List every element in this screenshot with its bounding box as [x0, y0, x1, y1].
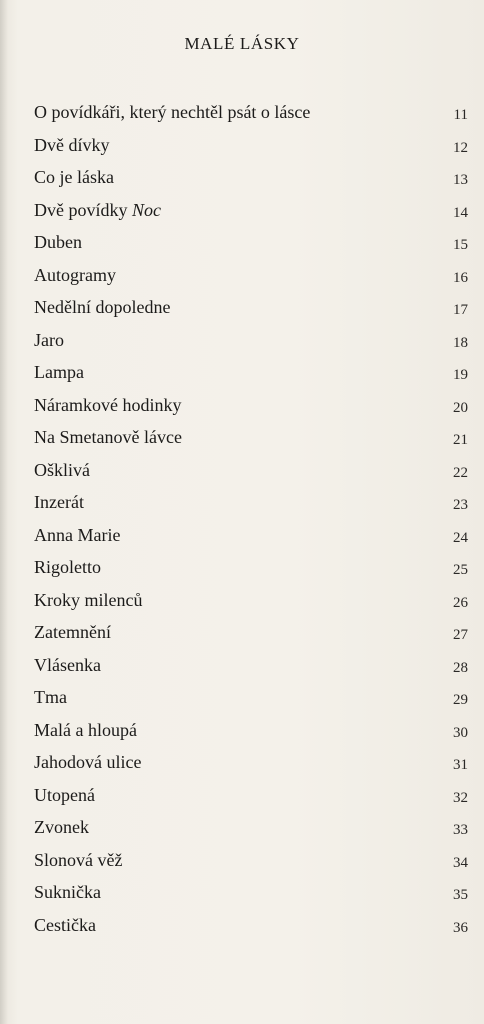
toc-entry-page-number: 23	[453, 497, 468, 513]
toc-entry-page-number: 11	[453, 107, 468, 123]
toc-entry-title-text: Zvonek	[34, 817, 89, 837]
toc-entry-title	[34, 779, 95, 812]
toc-entry-title-italic: Noc	[132, 199, 161, 220]
toc-entry-title-text: Ošklivá	[34, 459, 90, 480]
toc-entry-title-text: Zatemnění	[34, 622, 111, 642]
toc-entry-title-text: Rigoletto	[34, 557, 101, 577]
toc-entry-page-number: 33	[453, 822, 468, 838]
toc-entry	[34, 681, 470, 714]
toc-entry	[34, 421, 470, 454]
toc-entry-title	[34, 356, 84, 389]
toc-entry-title-text: Dvě dívky	[34, 134, 110, 155]
table-of-contents	[34, 96, 470, 941]
toc-entry-title-text: Utopená	[34, 784, 95, 805]
toc-entry-title	[34, 486, 84, 519]
toc-entry	[34, 389, 470, 422]
toc-entry-title	[34, 226, 82, 259]
toc-entry-title-text: Cestička	[34, 914, 96, 935]
toc-entry-title	[34, 616, 111, 649]
toc-entry-title	[34, 714, 137, 747]
toc-entry-title-text: Dvě povídky	[34, 199, 132, 220]
toc-entry-title	[34, 649, 101, 682]
toc-entry	[34, 96, 470, 129]
toc-entry	[34, 584, 470, 617]
toc-entry-page-number: 16	[453, 269, 468, 286]
toc-entry-title-text: Na Smetanově lávce	[34, 427, 182, 447]
toc-entry-title	[34, 746, 141, 779]
toc-entry-title	[34, 584, 142, 617]
toc-entry	[34, 194, 470, 227]
toc-entry-page-number: 28	[453, 659, 468, 676]
toc-entry	[34, 161, 470, 194]
toc-entry-page-number: 30	[453, 724, 468, 741]
toc-entry	[34, 616, 470, 649]
toc-entry	[34, 649, 470, 682]
toc-entry-title-text: Slonová věž	[34, 849, 123, 870]
toc-entry-page-number: 12	[453, 139, 468, 156]
toc-entry-page-number: 29	[453, 692, 468, 708]
toc-entry-title-text: Nedělní dopoledne	[34, 297, 171, 317]
toc-entry-page-number: 21	[453, 432, 468, 448]
toc-entry-title-text: Malá a hloupá	[34, 719, 137, 740]
toc-entry-page-number: 22	[453, 464, 468, 481]
toc-entry-page-number: 19	[453, 367, 468, 383]
toc-entry	[34, 259, 470, 292]
toc-entry-title	[34, 844, 122, 877]
toc-entry-title	[34, 876, 101, 909]
toc-entry-page-number: 27	[453, 627, 468, 643]
toc-entry	[34, 909, 470, 942]
toc-entry-page-number: 26	[453, 594, 468, 611]
toc-entry-title	[34, 259, 116, 292]
toc-entry	[34, 519, 470, 552]
toc-entry-title-text: Co je láska	[34, 167, 114, 187]
toc-entry-page-number: 34	[453, 854, 468, 871]
toc-entry-title-text: Inzerát	[34, 492, 84, 512]
toc-entry-page-number: 32	[453, 789, 468, 806]
toc-entry-title	[34, 324, 64, 357]
toc-entry-title	[34, 811, 89, 844]
toc-entry	[34, 876, 470, 909]
toc-entry	[34, 454, 470, 487]
toc-entry-title	[34, 681, 67, 714]
toc-entry-title-text: Vlásenka	[34, 654, 101, 675]
toc-entry-title-text: Duben	[34, 232, 82, 252]
toc-entry-title	[34, 909, 96, 942]
toc-entry-title-text: Anna Marie	[34, 524, 121, 545]
toc-entry-title	[34, 161, 114, 194]
toc-entry-page-number: 14	[453, 204, 468, 221]
toc-entry	[34, 714, 470, 747]
toc-entry-title-text: Suknička	[34, 882, 101, 902]
toc-entry	[34, 844, 470, 877]
toc-entry-page-number: 17	[453, 302, 468, 318]
toc-entry-title-text: Náramkové hodinky	[34, 394, 182, 415]
toc-entry-page-number: 31	[453, 757, 468, 773]
toc-entry-title-text: Jahodová ulice	[34, 752, 142, 772]
page-gutter-shadow	[0, 0, 8, 1024]
toc-entry-title-text: Jaro	[34, 329, 64, 350]
toc-entry	[34, 746, 470, 779]
toc-entry	[34, 551, 470, 584]
toc-entry-title	[34, 421, 182, 454]
toc-entry-title	[34, 454, 90, 487]
toc-entry-page-number: 15	[453, 237, 468, 253]
toc-entry-title	[34, 96, 310, 129]
toc-entry-title	[34, 519, 120, 552]
toc-entry-title	[34, 551, 101, 584]
toc-entry-page-number: 35	[453, 887, 468, 903]
toc-entry-title	[34, 291, 170, 324]
toc-entry-title-text: O povídkáři, který nechtěl psát o lásce	[34, 102, 311, 122]
toc-entry	[34, 129, 470, 162]
toc-entry-page-number: 24	[453, 529, 468, 546]
toc-entry-title-text: Tma	[34, 687, 67, 707]
toc-entry	[34, 811, 470, 844]
toc-entry-page-number: 20	[453, 399, 468, 416]
toc-entry-page-number: 13	[453, 172, 468, 188]
toc-entry-page-number: 36	[453, 919, 468, 936]
section-title: MALÉ LÁSKY	[184, 34, 300, 53]
toc-entry	[34, 226, 470, 259]
toc-entry	[34, 291, 470, 324]
toc-entry	[34, 779, 470, 812]
toc-entry-title	[34, 129, 110, 162]
toc-entry	[34, 356, 470, 389]
toc-entry-page-number: 18	[453, 334, 468, 351]
toc-entry-page-number: 25	[453, 562, 468, 578]
toc-entry-title-text: Autogramy	[34, 264, 116, 285]
toc-entry-title-text: Lampa	[34, 362, 84, 382]
toc-entry-title	[34, 389, 181, 422]
toc-entry-title-text: Kroky milenců	[34, 589, 143, 610]
toc-entry-title	[34, 194, 161, 227]
toc-entry	[34, 324, 470, 357]
toc-entry	[34, 486, 470, 519]
